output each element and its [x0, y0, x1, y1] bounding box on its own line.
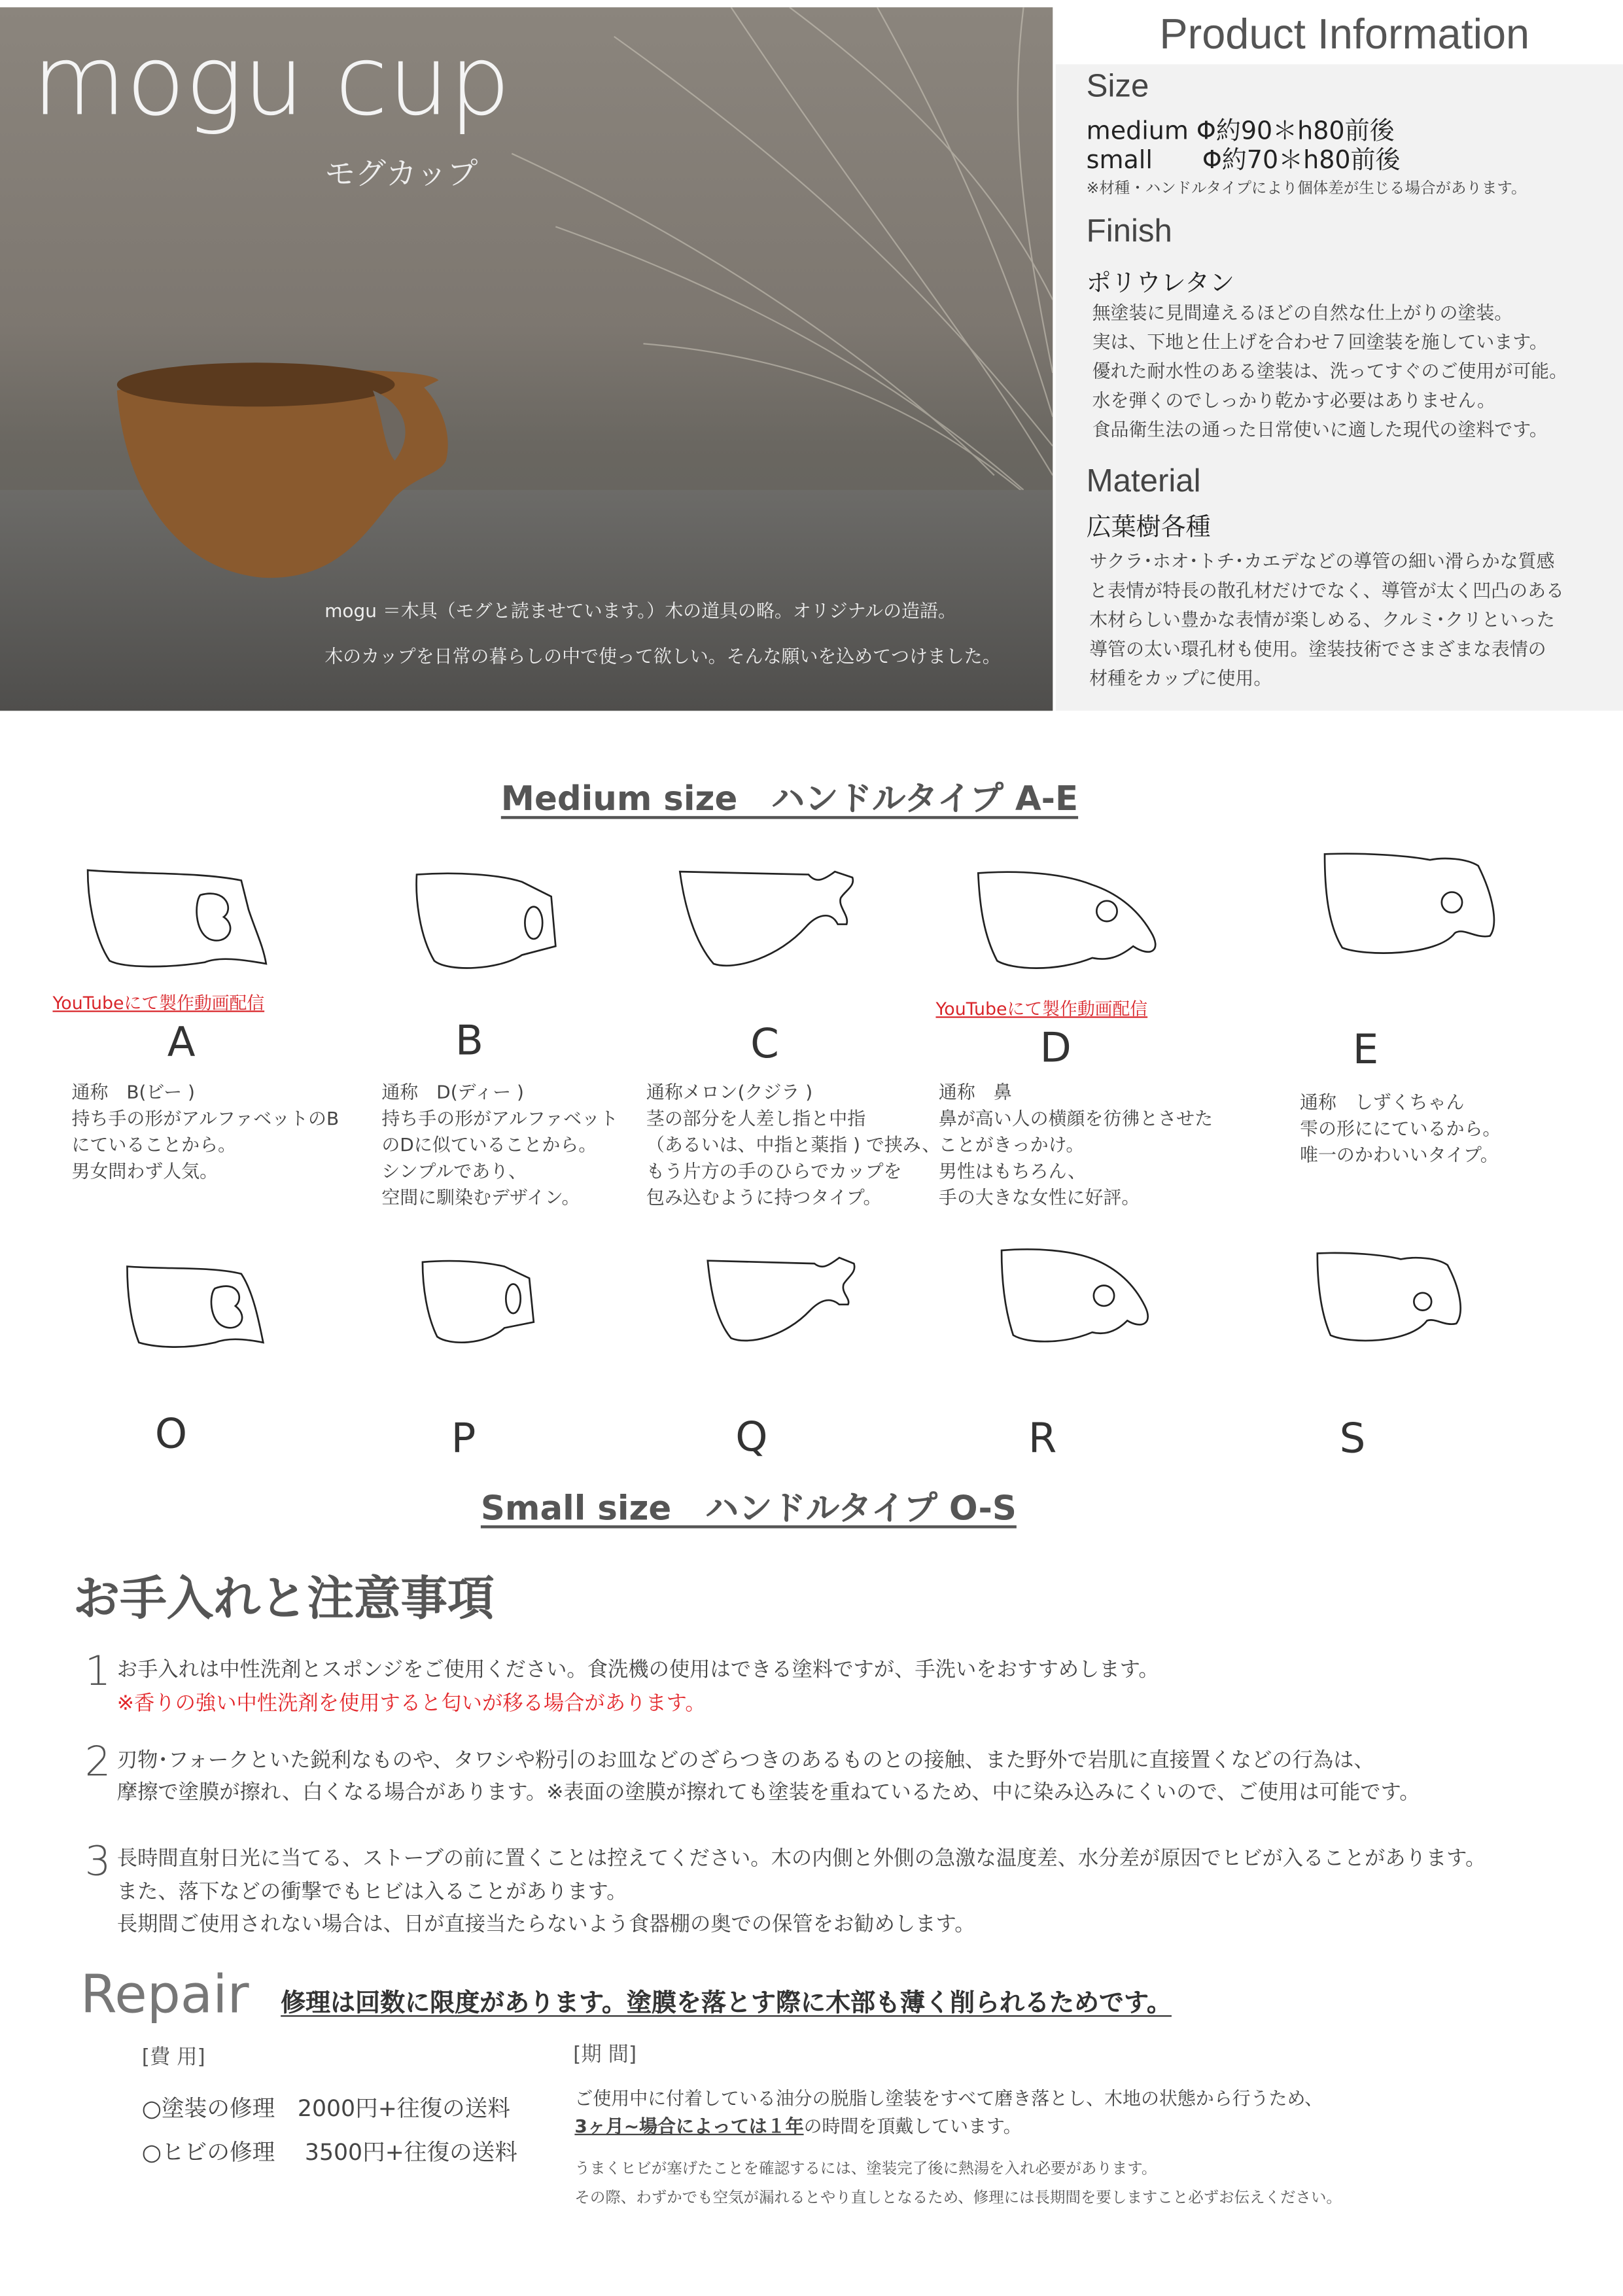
- desc-line: にていることから。: [71, 1133, 237, 1156]
- desc-line: 通称 しずくちゃん: [1300, 1091, 1465, 1113]
- type-letter-d: D: [1039, 1023, 1072, 1072]
- care-item-3-line: また、落下などの衝撃でもヒビは入ることがあります。: [116, 1881, 627, 1905]
- desc-line: 空間に馴染むデザイン。: [381, 1186, 580, 1209]
- cost-coating: ○塗装の修理 2000円+往復の送料: [141, 2095, 510, 2123]
- finish-line: 実は、下地と仕上げを合わせ７回塗装を施しています。: [1092, 330, 1548, 353]
- desc-line: 通称 鼻: [938, 1080, 1012, 1103]
- desc-line: 男性はもちろん、: [938, 1159, 1087, 1182]
- type-a-description: [72, 1080, 340, 1185]
- care-item-3-line: 長時間直射日光に当てる、ストーブの前に置くことは控えてください。木の内側と外側の急激な温度差、水分差が原因でヒビが入ることがあります。: [116, 1846, 1486, 1871]
- cost-label: [費 用]: [141, 2045, 205, 2070]
- cup-o-drawing: [124, 1262, 271, 1350]
- size-note: ※材種・ハンドルタイプにより個体差が生じる場合があります。: [1086, 179, 1527, 198]
- hero-title: mogu cup: [32, 24, 511, 138]
- cup-q-drawing: [705, 1255, 865, 1346]
- cup-e-drawing: [1320, 851, 1503, 961]
- care-heading: お手入れと注意事項: [73, 1570, 495, 1627]
- desc-line: （あるいは、中指と薬指 ) で挟み、: [646, 1133, 941, 1156]
- desc-line: 唯一のかわいいタイプ。: [1300, 1143, 1499, 1166]
- repair-heading: Repair: [80, 1965, 249, 2026]
- desc-line: 持ち手の形がアルファベット: [381, 1106, 618, 1129]
- care-item-3-line: 長期間ご使用されない場合は、日が直接当たらないよう食器棚の奥での保管をお勧めします。: [116, 1913, 975, 1937]
- period-line-1: ご使用中に付着している油分の脱脂し塗装をすべて磨き落とし、木地の状態から行うため、: [574, 2087, 1323, 2110]
- hero-subtitle: モグカップ: [324, 156, 478, 192]
- repair-notice: 修理は回数に限度があります。塗膜を落とす際に木部も薄く削られるためです。: [281, 1988, 1172, 2019]
- type-e-description: [1300, 1089, 1501, 1169]
- cup-s-drawing: [1313, 1250, 1467, 1345]
- type-letter-a: A: [167, 1017, 196, 1067]
- period-line-2: [574, 2111, 1021, 2138]
- cup-c-drawing: [677, 869, 867, 971]
- care-item-2-line: 刃物･フォークといた鋭利なものや、タワシや粉引のお皿などのざらつきのあるものとの接触、また野外で岩肌に直接置くなどの行為は、: [116, 1749, 1374, 1773]
- care-number-1: 1: [84, 1646, 111, 1695]
- desc-line: 手の大きな女性に好評。: [938, 1186, 1140, 1209]
- type-letter-b: B: [455, 1016, 483, 1065]
- medium-size-heading: Medium size ハンドルタイプ A-E: [500, 781, 1079, 819]
- material-label: Material: [1086, 462, 1201, 499]
- type-letter-o: O: [154, 1409, 188, 1458]
- size-small: small Φ約70＊h80前後: [1086, 146, 1401, 176]
- type-letter-q: Q: [735, 1413, 768, 1461]
- cup-d-drawing: [975, 870, 1166, 972]
- repair-note-2: その際、わずかでも空気が漏れるとやり直しとなるため、修理には長期間を要しますこと必ずお伝えください。: [574, 2189, 1342, 2207]
- type-letter-r: R: [1028, 1414, 1057, 1463]
- small-size-heading: Small size ハンドルタイプ O-S: [480, 1490, 1017, 1528]
- type-letter-p: P: [451, 1414, 476, 1463]
- finish-line: 水を弾くのでしっかり乾かす必要はありません。: [1092, 389, 1495, 412]
- size-label: Size: [1086, 67, 1149, 104]
- material-description: [1089, 547, 1564, 694]
- care-item-1-warning: ※香りの強い中性洗剤を使用すると匂いが移る場合があります。: [116, 1692, 706, 1716]
- hero-caption-1: mogu ＝木具（モグと読ませています。）木の道具の略。オリジナルの造語。: [324, 599, 956, 622]
- finish-label: Finish: [1086, 212, 1172, 249]
- material-line: 導管の太い環孔材も使用。塗装技術でさまざまな表情の: [1089, 637, 1546, 660]
- material-line: サクラ･ホオ･トチ･カエデなどの導管の細い滑らかな質感: [1089, 550, 1555, 572]
- cup-r-drawing: [999, 1248, 1160, 1350]
- care-item-2-line: 摩擦で塗膜が擦れ、白くなる場合があります。※表面の塗膜が擦れても塗装を重ねているため、中に染み込みにくいので、ご使用は可能です。: [116, 1781, 1420, 1805]
- desc-line: 雫の形ににているから。: [1300, 1117, 1501, 1140]
- material-line: 木材らしい豊かな表情が楽しめる、クルミ･クリといった: [1089, 608, 1555, 631]
- youtube-link-a[interactable]: YouTubeにて製作動画配信: [52, 993, 265, 1014]
- material-line: と表情が特長の散孔材だけでなく、導管が太く凹凸のある: [1089, 579, 1565, 601]
- cost-crack: ○ヒビの修理 3500円+往復の送料: [141, 2139, 517, 2166]
- period-emphasis: 3ヶ月~場合によっては１年: [574, 2114, 804, 2137]
- desc-line: ことがきっかけ。: [938, 1133, 1085, 1156]
- finish-line: 食品衛生法の通った日常使いに適した現代の塗料です。: [1092, 418, 1548, 440]
- hero-caption-2: 木のカップを日常の暮らしの中で使って欲しい。そんな願いを込めてつけました。: [324, 645, 1001, 667]
- type-letter-c: C: [750, 1019, 779, 1068]
- care-number-3: 3: [84, 1837, 111, 1886]
- finish-description: [1092, 298, 1567, 445]
- care-number-2: 2: [84, 1737, 111, 1786]
- material-line: 材種をカップに使用。: [1089, 667, 1272, 689]
- material-name: 広葉樹各種: [1086, 513, 1211, 543]
- desc-line: 通称 D(ディー ): [381, 1080, 524, 1103]
- cup-p-drawing: [419, 1258, 551, 1349]
- desc-line: 通称 B(ビー ): [71, 1080, 195, 1103]
- type-letter-e: E: [1352, 1025, 1379, 1074]
- desc-line: のDに似ていることから。: [381, 1133, 597, 1156]
- youtube-link-d[interactable]: YouTubeにて製作動画配信: [935, 998, 1148, 1019]
- desc-line: 包み込むように持つタイプ。: [646, 1186, 882, 1209]
- finish-line: 優れた耐水性のある塗装は、洗ってすぐのご使用が可能。: [1092, 359, 1568, 382]
- care-item-1-line: お手入れは中性洗剤とスポンジをご使用ください。食洗機の使用はできる塗料ですが、手洗いをおすすめします。: [116, 1658, 1159, 1682]
- cup-b-drawing: [412, 870, 573, 972]
- desc-line: 男女問わず人気。: [71, 1159, 218, 1182]
- repair-note-1: うまくヒビが塞げたことを確認するには、塗装完了後に熱湯を入れ必要があります。: [574, 2160, 1157, 2178]
- type-d-description: [939, 1080, 1213, 1211]
- desc-line: 持ち手の形がアルファベットのB: [71, 1106, 340, 1129]
- desc-line: もう片方の手のひらでカップを: [646, 1159, 902, 1182]
- size-medium: medium Φ約90＊h80前後: [1086, 116, 1395, 147]
- finish-line: 無塗装に見間違えるほどの自然な仕上がりの塗装。: [1092, 301, 1513, 323]
- period-label: [期 間]: [573, 2043, 637, 2067]
- desc-line: シンプルであり、: [381, 1159, 527, 1182]
- hero-photo: [0, 7, 1053, 711]
- product-info-heading: Product Information: [1159, 11, 1530, 59]
- finish-name: ポリウレタン: [1086, 269, 1235, 298]
- type-b-description: [381, 1080, 618, 1211]
- period-rest: の時間を頂戴しています。: [803, 2114, 1022, 2137]
- desc-line: 鼻が高い人の横顔を彷彿とさせた: [938, 1106, 1213, 1129]
- desc-line: 茎の部分を人差し指と中指: [646, 1106, 866, 1129]
- type-letter-s: S: [1339, 1414, 1366, 1463]
- cup-a-drawing: [80, 866, 271, 968]
- desc-line: 通称メロン(クジラ ): [646, 1080, 813, 1103]
- type-c-description: [646, 1080, 940, 1211]
